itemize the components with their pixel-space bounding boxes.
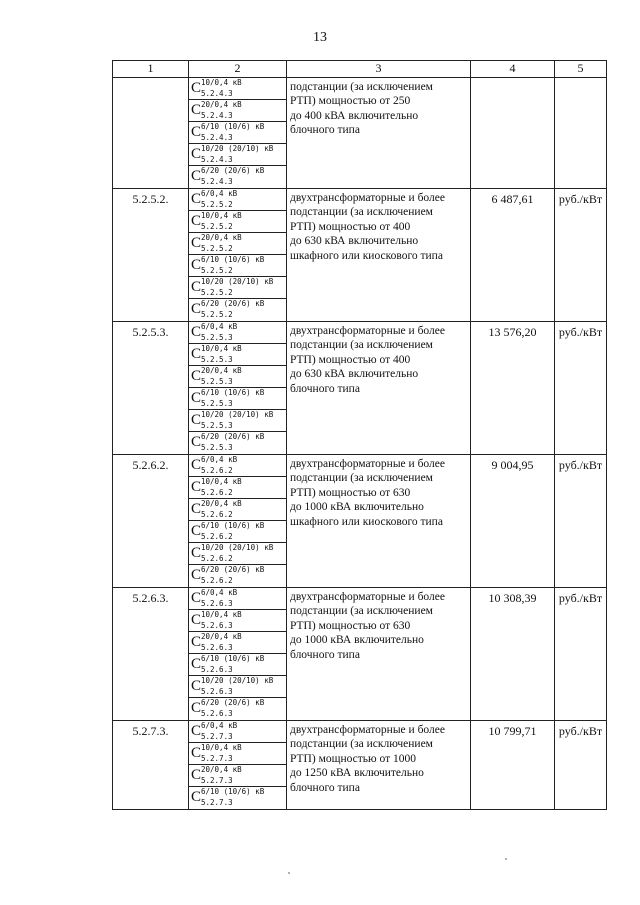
- voltage-label: 6/20 (20/6) кВ: [201, 166, 265, 175]
- table-body: [113, 78, 607, 810]
- page-number: 13: [313, 30, 327, 45]
- code-index: 5.2.5.3: [201, 399, 233, 408]
- voltage-label: 6/0,4 кВ: [201, 455, 238, 464]
- rate-codes-cell: [189, 78, 287, 189]
- code-index: 5.2.7.3: [201, 754, 233, 763]
- description-cell: [287, 455, 471, 588]
- code-index: 5.2.7.3: [201, 732, 233, 741]
- rate-symbol: C: [191, 279, 202, 295]
- code-index: 5.2.6.2: [201, 488, 233, 497]
- description-line: шкафного или киоскового типа: [290, 249, 443, 262]
- description-line: блочного типа: [290, 382, 360, 395]
- description-cell: [287, 189, 471, 322]
- rate-symbol: C: [191, 767, 202, 783]
- code-index: 5.2.4.3: [201, 155, 233, 164]
- rate-symbol: C: [191, 213, 202, 229]
- item-number: 5.2.6.3.: [113, 588, 189, 721]
- rate-code: [189, 543, 286, 565]
- description-line: РТП) мощностью от 630: [290, 486, 411, 499]
- voltage-label: 6/20 (20/6) кВ: [201, 299, 265, 308]
- rate-code: [189, 233, 286, 255]
- rate-symbol: C: [191, 368, 202, 384]
- rate-code: [189, 765, 286, 787]
- voltage-label: 20/0,4 кВ: [201, 499, 242, 508]
- voltage-label: 10/20 (20/10) кВ: [201, 410, 274, 419]
- code-index: 5.2.7.3: [201, 776, 233, 785]
- rate-code: [189, 654, 286, 676]
- code-index: 5.2.4.3: [201, 177, 233, 186]
- rate-symbol: C: [191, 789, 202, 805]
- unit-cell: руб./кВт: [555, 322, 607, 455]
- table-row: [113, 721, 607, 810]
- description-line: подстанции (за исключением: [290, 472, 433, 485]
- rate-code: [189, 698, 286, 720]
- voltage-label: 6/0,4 кВ: [201, 189, 238, 198]
- table-row: [113, 322, 607, 455]
- rate-code: [189, 432, 286, 454]
- code-index: 5.2.5.3: [201, 421, 233, 430]
- unit-cell: [555, 78, 607, 189]
- voltage-label: 20/0,4 кВ: [201, 765, 242, 774]
- rate-code: [189, 499, 286, 521]
- rate-symbol: C: [191, 257, 202, 273]
- description-line: блочного типа: [290, 124, 360, 137]
- rate-code: [189, 632, 286, 654]
- table-row: [113, 189, 607, 322]
- rate-code: [189, 477, 286, 499]
- header-col-4: 4: [471, 61, 555, 78]
- voltage-label: 6/0,4 кВ: [201, 322, 238, 331]
- rate-symbol: C: [191, 590, 202, 606]
- rate-symbol: C: [191, 634, 202, 650]
- rate-codes-cell: [189, 189, 287, 322]
- rate-code: [189, 410, 286, 432]
- voltage-label: 20/0,4 кВ: [201, 366, 242, 375]
- description-line: двухтрансформаторные и более: [290, 591, 445, 603]
- rate-code: [189, 189, 286, 211]
- tariff-table: [112, 60, 607, 810]
- rate-code: [189, 565, 286, 587]
- code-index: 5.2.6.2: [201, 554, 233, 563]
- rate-code: [189, 122, 286, 144]
- rate-code: [189, 277, 286, 299]
- code-index: 5.2.6.2: [201, 466, 233, 475]
- voltage-label: 10/20 (20/10) кВ: [201, 144, 274, 153]
- voltage-label: 10/20 (20/10) кВ: [201, 676, 274, 685]
- description-line: до 1000 кВА включительно: [290, 634, 424, 647]
- rate-symbol: C: [191, 523, 202, 539]
- rate-symbol: C: [191, 124, 202, 140]
- rate-symbol: C: [191, 390, 202, 406]
- voltage-label: 6/10 (10/6) кВ: [201, 787, 265, 796]
- rate-code: [189, 588, 286, 610]
- rate-symbol: C: [191, 457, 202, 473]
- price-cell: 10 799,71: [471, 721, 555, 810]
- code-index: 5.2.5.2: [201, 244, 233, 253]
- item-number: 5.2.5.3.: [113, 322, 189, 455]
- rate-symbol: C: [191, 700, 202, 716]
- rate-symbol: C: [191, 235, 202, 251]
- description-line: до 1250 кВА включительно: [290, 767, 424, 780]
- rate-code: [189, 211, 286, 233]
- table-row: [113, 588, 607, 721]
- rate-symbol: C: [191, 479, 202, 495]
- description-line: двухтрансформаторные и более: [290, 192, 445, 204]
- rate-code: [189, 344, 286, 366]
- rate-code: [189, 166, 286, 188]
- rate-code: [189, 721, 286, 743]
- rate-symbol: C: [191, 723, 202, 739]
- voltage-label: 6/10 (10/6) кВ: [201, 255, 265, 264]
- description-line: двухтрансформаторные и более: [290, 325, 445, 337]
- voltage-label: 10/0,4 кВ: [201, 211, 242, 220]
- voltage-label: 10/20 (20/10) кВ: [201, 543, 274, 552]
- table-row: [113, 455, 607, 588]
- rate-symbol: C: [191, 80, 202, 96]
- code-index: 5.2.6.2: [201, 576, 233, 585]
- description-cell: [287, 322, 471, 455]
- voltage-label: 10/0,4 кВ: [201, 78, 242, 87]
- code-index: 5.2.5.3: [201, 355, 233, 364]
- header-col-5: 5: [555, 61, 607, 78]
- unit-cell: руб./кВт: [555, 721, 607, 810]
- header-col-1: 1: [113, 61, 189, 78]
- rate-codes-cell: [189, 322, 287, 455]
- code-index: 5.2.6.3: [201, 621, 233, 630]
- voltage-label: 20/0,4 кВ: [201, 233, 242, 242]
- voltage-label: 6/10 (10/6) кВ: [201, 654, 265, 663]
- rate-code: [189, 366, 286, 388]
- voltage-label: 10/0,4 кВ: [201, 610, 242, 619]
- code-index: 5.2.5.3: [201, 443, 233, 452]
- rate-codes-cell: [189, 455, 287, 588]
- price-cell: [471, 78, 555, 189]
- description-line: двухтрансформаторные и более: [290, 724, 445, 736]
- voltage-label: 10/0,4 кВ: [201, 344, 242, 353]
- description-line: блочного типа: [290, 648, 360, 661]
- rate-symbol: C: [191, 301, 202, 317]
- voltage-label: 6/10 (10/6) кВ: [201, 521, 265, 530]
- description-cell: [287, 721, 471, 810]
- code-index: 5.2.6.2: [201, 510, 233, 519]
- code-index: 5.2.6.2: [201, 532, 233, 541]
- description-line: подстанции (за исключением: [290, 738, 433, 751]
- rate-symbol: C: [191, 168, 202, 184]
- rate-symbol: C: [191, 146, 202, 162]
- voltage-label: 6/10 (10/6) кВ: [201, 388, 265, 397]
- rate-symbol: C: [191, 102, 202, 118]
- description-line: РТП) мощностью от 250: [290, 95, 411, 108]
- rate-symbol: C: [191, 412, 202, 428]
- code-index: 5.2.5.2: [201, 288, 233, 297]
- description-line: подстанции (за исключением: [290, 339, 433, 352]
- item-number: 5.2.7.3.: [113, 721, 189, 810]
- rate-code: [189, 78, 286, 100]
- rate-symbol: C: [191, 545, 202, 561]
- description-line: РТП) мощностью от 400: [290, 353, 411, 366]
- rate-symbol: C: [191, 346, 202, 362]
- code-index: 5.2.4.3: [201, 111, 233, 120]
- rate-symbol: C: [191, 745, 202, 761]
- price-cell: 9 004,95: [471, 455, 555, 588]
- rate-code: [189, 255, 286, 277]
- rate-code: [189, 388, 286, 410]
- rate-code: [189, 322, 286, 344]
- code-index: 5.2.6.3: [201, 709, 233, 718]
- rate-codes-cell: [189, 588, 287, 721]
- rate-code: [189, 144, 286, 166]
- code-index: 5.2.5.3: [201, 377, 233, 386]
- item-number: 5.2.6.2.: [113, 455, 189, 588]
- code-index: 5.2.5.2: [201, 200, 233, 209]
- rate-symbol: C: [191, 191, 202, 207]
- scan-speck: [288, 872, 290, 874]
- rate-codes-cell: [189, 721, 287, 810]
- voltage-label: 6/10 (10/6) кВ: [201, 122, 265, 131]
- voltage-label: 6/20 (20/6) кВ: [201, 565, 265, 574]
- item-number: 5.2.5.2.: [113, 189, 189, 322]
- description-line: до 630 кВА включительно: [290, 368, 419, 381]
- voltage-label: 10/20 (20/10) кВ: [201, 277, 274, 286]
- code-index: 5.2.6.3: [201, 643, 233, 652]
- description-line: РТП) мощностью от 1000: [290, 752, 416, 765]
- voltage-label: 10/0,4 кВ: [201, 477, 242, 486]
- voltage-label: 6/20 (20/6) кВ: [201, 432, 265, 441]
- description-line: до 1000 кВА включительно: [290, 501, 424, 514]
- code-index: 5.2.4.3: [201, 89, 233, 98]
- description-line: шкафного или киоскового типа: [290, 515, 443, 528]
- voltage-label: 10/0,4 кВ: [201, 743, 242, 752]
- rate-symbol: C: [191, 567, 202, 583]
- voltage-label: 20/0,4 кВ: [201, 632, 242, 641]
- code-index: 5.2.4.3: [201, 133, 233, 142]
- description-line: до 400 кВА включительно: [290, 109, 419, 122]
- item-number: [113, 78, 189, 189]
- rate-code: [189, 455, 286, 477]
- rate-code: [189, 787, 286, 809]
- rate-symbol: C: [191, 678, 202, 694]
- rate-code: [189, 100, 286, 122]
- voltage-label: 6/20 (20/6) кВ: [201, 698, 265, 707]
- header-col-2: 2: [189, 61, 287, 78]
- voltage-label: 6/0,4 кВ: [201, 588, 238, 597]
- description-line: подстанции (за исключением: [290, 605, 433, 618]
- rate-code: [189, 676, 286, 698]
- description-line: двухтрансформаторные и более: [290, 458, 445, 470]
- scan-speck: [505, 858, 507, 860]
- code-index: 5.2.5.2: [201, 310, 233, 319]
- description-line: РТП) мощностью от 400: [290, 220, 411, 233]
- price-cell: 13 576,20: [471, 322, 555, 455]
- code-index: 5.2.6.3: [201, 665, 233, 674]
- rate-code: [189, 610, 286, 632]
- header-col-3: 3: [287, 61, 471, 78]
- description-line: РТП) мощностью от 630: [290, 619, 411, 632]
- code-index: 5.2.5.2: [201, 222, 233, 231]
- rate-symbol: C: [191, 612, 202, 628]
- code-index: 5.2.7.3: [201, 798, 233, 807]
- description-line: подстанции (за исключением: [290, 206, 433, 219]
- unit-cell: руб./кВт: [555, 588, 607, 721]
- code-index: 5.2.6.3: [201, 687, 233, 696]
- rate-symbol: C: [191, 434, 202, 450]
- description-line: блочного типа: [290, 781, 360, 794]
- rate-code: [189, 743, 286, 765]
- header-row: [113, 61, 607, 78]
- rate-symbol: C: [191, 324, 202, 340]
- unit-cell: руб./кВт: [555, 455, 607, 588]
- description-line: подстанции (за исключением: [290, 81, 433, 93]
- description-line: до 630 кВА включительно: [290, 235, 419, 248]
- voltage-label: 6/0,4 кВ: [201, 721, 238, 730]
- code-index: 5.2.6.3: [201, 599, 233, 608]
- description-cell: [287, 588, 471, 721]
- rate-symbol: C: [191, 501, 202, 517]
- code-index: 5.2.5.3: [201, 333, 233, 342]
- table-row: [113, 78, 607, 189]
- code-index: 5.2.5.2: [201, 266, 233, 275]
- unit-cell: руб./кВт: [555, 189, 607, 322]
- description-cell: [287, 78, 471, 189]
- rate-symbol: C: [191, 656, 202, 672]
- price-cell: 6 487,61: [471, 189, 555, 322]
- rate-code: [189, 521, 286, 543]
- voltage-label: 20/0,4 кВ: [201, 100, 242, 109]
- rate-code: [189, 299, 286, 321]
- price-cell: 10 308,39: [471, 588, 555, 721]
